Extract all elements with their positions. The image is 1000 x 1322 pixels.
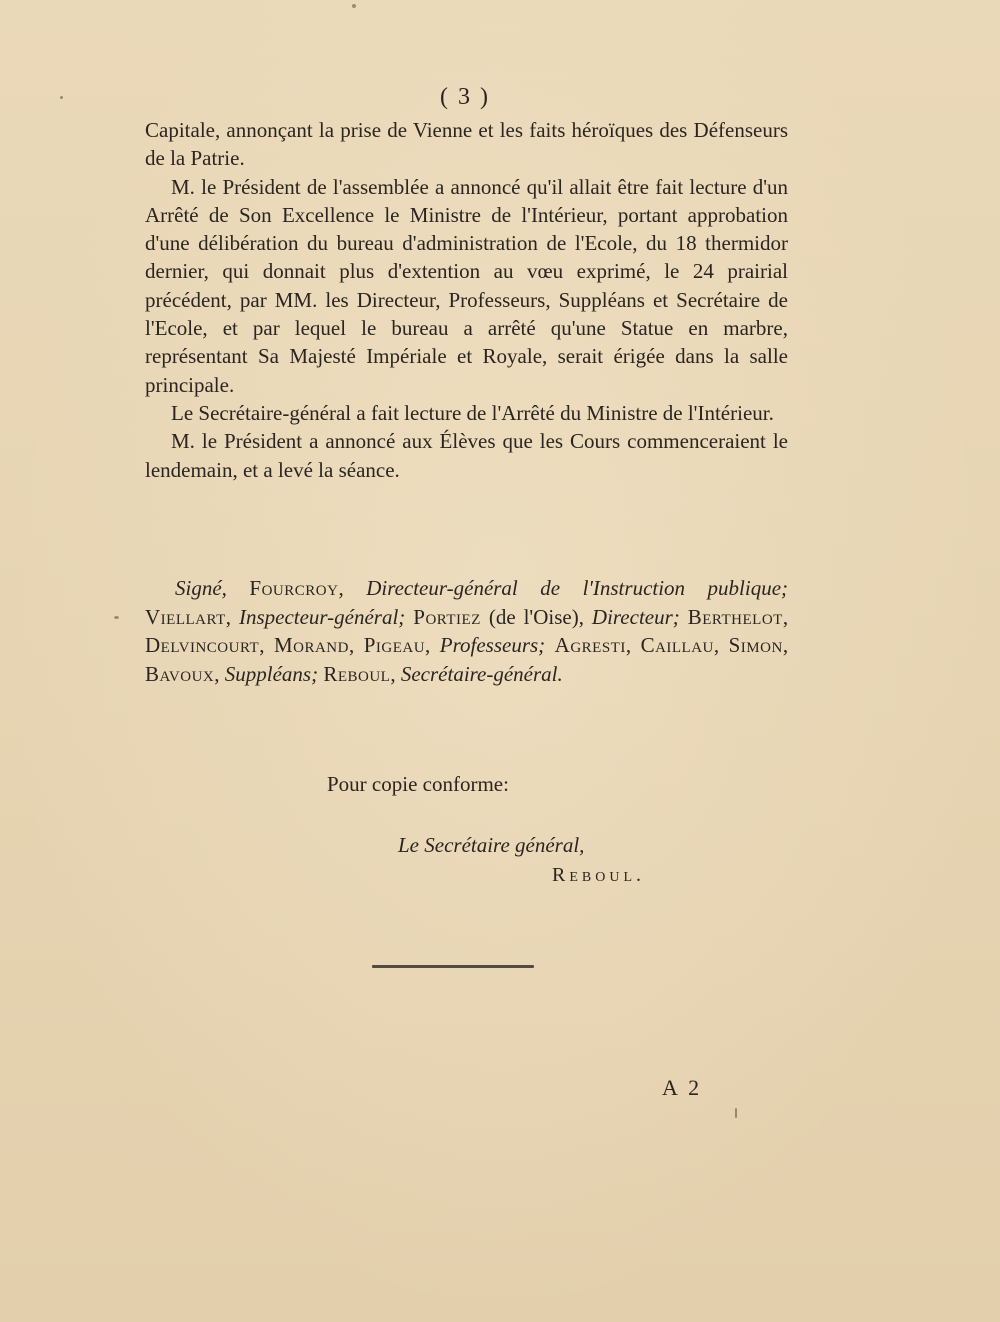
- title-professeurs: Professeurs;: [439, 633, 546, 657]
- title-portiez: Directeur;: [591, 604, 680, 629]
- signatory-portiez: Portiez: [413, 604, 481, 629]
- signatory-fourcroy: Fourcroy: [249, 576, 339, 600]
- paper-speck: [60, 96, 63, 99]
- paper-speck: [352, 4, 356, 8]
- signatory-viellart: Viellart: [145, 604, 226, 629]
- secretary-title: Le Secrétaire général,: [398, 833, 585, 857]
- signatory-simon: Simon: [728, 633, 783, 657]
- paper-speck: [114, 616, 119, 619]
- paper-speck: [735, 1108, 737, 1118]
- body-text: [145, 116, 788, 484]
- copy-conforme-label: Pour copie conforme:: [327, 772, 509, 796]
- signatory-agresti: Agresti: [554, 633, 626, 657]
- title-suppleans: Suppléans;: [224, 661, 319, 686]
- signatory-pigeau: Pigeau: [363, 633, 426, 657]
- title-viellart: Inspecteur-général;: [238, 604, 406, 629]
- paragraph-lecture: Le Secrétaire-général a fait lecture de l'Arrêté du Ministre de l'Intérieur.: [171, 400, 774, 425]
- signatory-berthelot: Berthelot: [687, 604, 783, 629]
- signatory-caillau: Caillau: [640, 633, 714, 657]
- portiez-extra: (de l'Oise),: [488, 604, 584, 629]
- signatory-delvincourt: Delvincourt: [145, 633, 260, 657]
- paragraph-closing: M. le Président a annoncé aux Élèves que les Cours commenceraient le lendemain, et a levé la séance.: [145, 429, 788, 482]
- paragraph-arrete-announcement: M. le Président de l'assemblée a annoncé qu'il allait être fait lecture d'un Arrêté de Son Excellence le Ministre de l'Intérieur, portant approbation d'une délibération du bureau d'administration de l'Ecole, du 18 thermidor dernier, qui donnait plus d'extention au vœu exprimé, le 24 prairial précédent, par MM. les Directeur, Professeurs, Suppléans et Secrétaire de l'Ecole, et par lequel le bureau a arrêté qu'une Statue en marbre, représentant Sa Majesté Impériale et Royale, serait érigée dans la salle principale.: [145, 174, 788, 397]
- title-fourcroy: Directeur-général de l'Instruction publique;: [366, 576, 789, 600]
- secretary-name: Reboul.: [552, 864, 646, 886]
- signatures-block: Signé, Fourcroy, Directeur-général de l'Instruction publique; Viellart, Inspecteur-général; Portiez (de l'Oise), Directeur; Berthelot, Delvincourt, Morand, Pigeau, Professeurs; Agresti, Caillau, Simon, Bavoux, Suppléans; Reboul, Secrétaire-général.: [145, 576, 789, 686]
- title-secretaire: Secrétaire-général.: [400, 661, 563, 686]
- signe-label: Signé,: [175, 576, 227, 600]
- signature-mark: A 2: [662, 1075, 703, 1100]
- signatory-reboul: Reboul: [323, 661, 391, 686]
- signatory-bavoux: Bavoux: [145, 661, 215, 686]
- horizontal-rule: [372, 965, 534, 968]
- page-number: ( 3 ): [440, 84, 490, 110]
- signatory-morand: Morand: [273, 633, 349, 657]
- paragraph-continuation: Capitale, annonçant la prise de Vienne et les faits héroïques des Défenseurs de la Patrie.: [145, 118, 788, 171]
